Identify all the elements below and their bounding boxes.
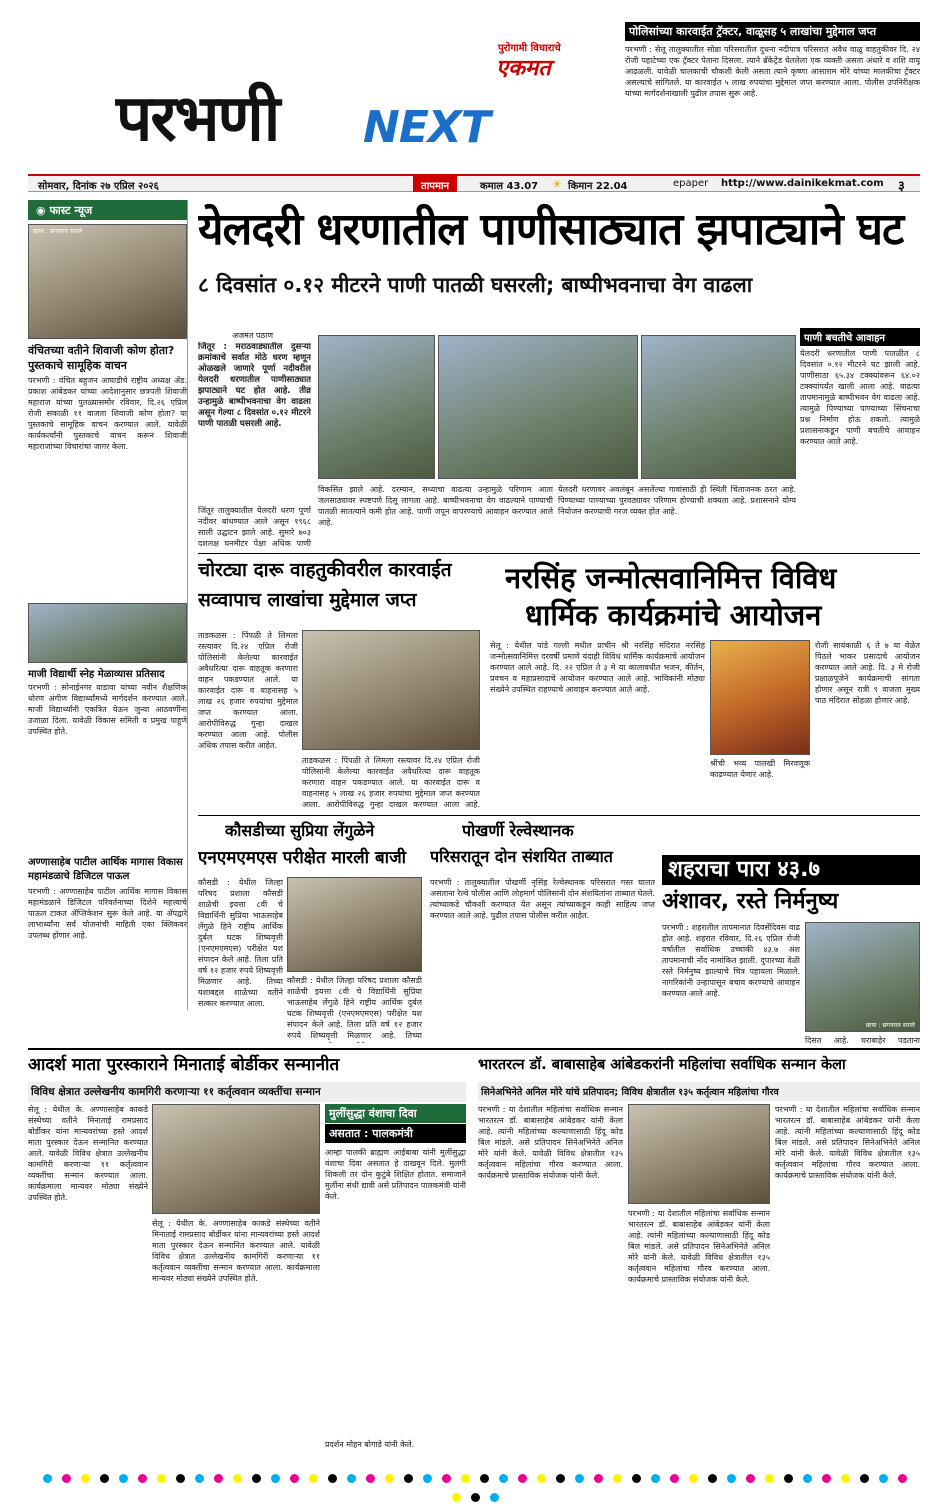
divider — [28, 1048, 920, 1050]
paper-title: परभणी — [116, 82, 279, 156]
brand-tagline: पुरोगामी विचाराचे — [498, 43, 561, 54]
story3-caption: श्रींची भव्य पालखी मिरवणूक काढण्यात येणार आहे. — [710, 759, 810, 779]
story5-headline1: पोखर्णी रेल्वेस्थानक — [462, 821, 574, 840]
story2-photo — [302, 630, 480, 750]
color-registration-bar — [30, 1468, 920, 1506]
temp-label: तापमान — [413, 176, 457, 192]
story7-box-body: आम्हा पालकी ब्राह्मण आईबाबा यांनी मुलींसुद्धा वंशाचा दिवा असतात हे दाखवून दिले. मुलगी शिकली तर दोन कुटुंबे शिक्षित होतात. समाजाने मुलींना संधी द्यावी असे प्रतिपादन पालकमंत्री यांनी केले. — [325, 1148, 466, 1201]
main-headline: येलदरी धरणातील पाणीसाठ्यात झपाट्याने घट — [198, 204, 904, 255]
main-byline: अजमत पठाण — [232, 331, 273, 340]
story4-body-cont: कौसडी : येथील जिल्हा परिषद प्रशाला कौसडी शाळेची इयत्ता ८वी चे विद्यार्थिनी सुप्रिया भाऊसाहेब लेंगुळे हिने राष्ट्रीय आर्थिक दुर्बल घटक शिष्यवृत्ती (एनएमएमएस) परीक्षेत यश संपादन केले आहे. तिला प्रति वर्ष १२ हजार रुपये शिष्यवृत्ती मिळणार आहे. तिच्या — [287, 976, 422, 1040]
story6-body: परभणी : शहरातील तापमानात दिवसेंदिवस वाढ होत आहे. शहरात रविवार, दि.२६ एप्रिल रोजी वर्षातील सर्वाधिक उच्चांकी ४३.७ अंश तापमानाची नोंद नामांकित झाली. दुपारच्या वेळी रस्ते निर्मनुष्य झाल्याचे चित्र पहायला मिळाले. नागरिकांनी उन्हापासून बचाव करण्याचे आवाहन करण्यात आले आहे. — [662, 923, 800, 998]
fast-news-item3-body: परभणी : अण्णासाहेब पाटील आर्थिक मागास विकास महामंडळाने डिजिटल परिवर्तनाच्या दिशेने महत्त्वाचे पाऊल टाकत ॲप्लिकेशन सुरू केले आहे. या ॲपद्वारे लाभार्थ्यांना सर्व योजनांची माहिती एका क्लिकवर उपलब्ध होणार आहे. — [28, 887, 187, 940]
fast-news-label: फास्ट न्यूज — [49, 204, 93, 217]
story2-headline1: चोरट्या दारू वाहतुकीवरील कारवाईत — [198, 559, 452, 581]
story6-headline1 — [662, 855, 920, 885]
main-lead: जिंतूर : मराठवाड्यातील दुसऱ्या क्रमांकाचे सर्वात मोठे धरण म्हणून ओळखले जाणारे पूर्णा नदीवरील येलदरी धरणातील पाणीसाठ्यात झपाट्याने घट होत आहे. तीव्र उन्हामुळे बाष्पीभवनाचा वेग वाढला असून गेल्या ८ दिवसांत ०.१२ मीटरने पाणी पातळी घसरली आहे. — [198, 342, 311, 429]
story6-photo — [805, 922, 920, 1032]
fast-news-item2-body: परभणी : सोनाईनगर वाडावा यांच्या नवीन शैक्षणिक धोरण अंगीण विद्यार्थ्यांमध्ये मार्गदर्शन करण्यात आले. माजी विद्यार्थ्यांनी एकत्रित येऊन जुन्या आठवणींना उजाळा दिला. यावेळी विकास समिती व प्रमुख पाहुणे उपस्थित होते. — [28, 683, 187, 736]
fast-news-header — [28, 200, 187, 220]
top-right-headline: पोलिसांच्या कारवाईत ट्रॅक्टर, वाळूसह ५ लाखांचा मुद्देमाल जप्त — [625, 22, 920, 41]
brand-logo: एकमत — [496, 56, 551, 81]
story7-photo — [152, 1104, 320, 1214]
story7-subhead: विविध क्षेत्रात उल्लेखनीय कामगिरी करणाऱ्या ११ कर्तृत्ववान व्यक्तींचा सन्मान — [28, 1082, 466, 1102]
fast-news-icon: ◉ — [36, 204, 50, 217]
fast-news-item2-title: माजी विद्यार्थी स्नेह मेळाव्यास प्रतिसाद — [28, 669, 165, 680]
story4-photo — [287, 877, 422, 972]
main-photo1 — [318, 335, 435, 479]
story7-box-title2: असतात : पालकमंत्री — [325, 1124, 466, 1143]
story8-headline: भारतरत्न डॉ. बाबासाहेब आंबेडकरांनी महिलांचा सर्वाधिक सन्मान केला — [478, 1057, 846, 1073]
story7-body: सेलू : येथील के. अण्णासाहेब काकडे संस्थेच्या वतीने मिनाताई रामप्रसाद बोर्डीकर यांना मान्यवरांच्या हस्ते आदर्श माता पुरस्कार देऊन सन्मानित करण्यात आले. यावेळी विविध क्षेत्रात उल्लेखनीय कामगिरी करणाऱ्या ११ कर्तृत्ववान व्यक्तींचा सन्मान करण्यात आला. कार्यक्रमाला मान्यवर मोठ्या संख्येने उपस्थित होते. — [28, 1105, 148, 1202]
story6-caption: छाया : छगनराव दमाले — [865, 1022, 915, 1029]
photo-caption: छाया : छगनराव दमाले — [33, 228, 83, 235]
fast-news-item3-title: अण्णासाहेब पाटील आर्थिक मागास विकास महामंडळाचे डिजिटल पाऊल — [28, 857, 183, 882]
story4-body: कौसडी : येथील जिल्हा परिषद प्रशाला कौसडी शाळेची इयत्ता ८वी चे विद्यार्थिनी सुप्रिया भाऊसाहेब लेंगुळे हिने राष्ट्रीय आर्थिक दुर्बल घटक शिष्यवृत्ती (एनएमएमएस) परीक्षेत यश संपादन केले आहे. तिला प्रति वर्ष १२ हजार रुपये शिष्यवृत्ती मिळणार आहे. तिच्या यशाबद्दल शाळेच्या वतीने सत्कार करण्यात आला. — [198, 878, 283, 1008]
story5-headline2: परिसरातून दोन संशयित ताब्यात — [430, 847, 613, 866]
main-body1: जिंतूर तालुक्यातील येलदरी धरण पूर्णा नदीवर बांधण्यात आले असून १९६८ साली उद्घाटन झाले आहे. सुमारे ७०३ दशलक्ष घनमीटर पेक्षा अधिक पाणी — [198, 506, 311, 547]
next-logo: NEXT — [363, 102, 490, 153]
sun-icon: ☀ — [552, 178, 562, 191]
story7-box — [325, 1104, 466, 1459]
top-right-story — [625, 22, 920, 162]
story6-headline2: अंशावर, रस्ते निर्मनुष्य — [662, 889, 839, 914]
url-text[interactable]: http://www.dainikekmat.com — [721, 178, 884, 189]
story5-body: परभणी : तालुक्यातील पोखर्णी नृसिंह रेल्वेस्थानक परिसरात गस्त घालत असताना रेल्वे पोलीस आणि लोहमार्ग पोलिसांनी दोन संशयितांना ताब्यात घेतले. त्यांच्याकडे चौकशी करण्यात येत असून त्यांच्याकडून काही साहित्य जप्त करण्यात आले आहे. पुढील तपास पोलीस करीत आहेत. — [430, 878, 655, 920]
main-sidebar — [800, 328, 920, 550]
story2-body: ताडकळस : पिंपळी ते लिमला रस्त्यावर दि.२४ एप्रिल रोजी पोलिसांनी केलेल्या कारवाईत अवैधरित्या दारू वाहतूक करणारा वाहन पकडण्यात आले. या कारवाईत दारू व वाहनासह ५ लाख २६ हजार रुपयांचा मुद्देमाल जप्त करण्यात आला. आरोपीविरुद्ध गुन्हा दाखल करण्यात आला आहे. पोलीस अधिक तपास करीत आहेत. — [198, 631, 298, 750]
fast-news-photo2 — [28, 603, 187, 663]
story6-headline1-text: शहराचा पारा ४३.७ — [668, 857, 820, 882]
main-photo3 — [641, 335, 796, 479]
page-number: ३ — [898, 179, 905, 194]
story8-photo — [628, 1104, 770, 1204]
sidebar-body: येलदरी धरणातील पाणी पातळीत ८ दिवसांत ०.१२ मीटरने घट झाली आहे. पाणीसाठा ६५.३४ टक्क्यांवरून ६४.०२ टक्क्यांपर्यंत खाली आला आहे. वाढत्या तापमानामुळे बाष्पीभवन वेग वाढला आहे. त्यामुळे पिण्याच्या पाण्याच्या सिंचनाचा प्रश्न निर्माण होऊ शकतो. त्यामुळे प्रशासनाकडून पाणी बचतीचे आवाहन करण्यात आले आहे. — [800, 349, 920, 446]
main-photo2 — [438, 335, 638, 479]
story4-headline2: एनएमएमएस परीक्षेत मारली बाजी — [198, 848, 407, 868]
temp-min: किमान 22.04 — [568, 181, 628, 192]
temp-max: कमाल 43.07 — [480, 181, 539, 192]
divider — [198, 553, 920, 554]
story8-body: परभणी : या देशातील महिलांचा सर्वाधिक सन्मान भारतरत्न डॉ. बाबासाहेब आंबेडकर यांनी केला आहे. त्यांनी महिलांच्या कल्याणासाठी हिंदू कोड बिल मांडले. असे प्रतिपादन सिनेअभिनेते अनिल मोरे यांनी केले. यावेळी विविध क्षेत्रातील १३५ कर्तृत्ववान महिलांचा गौरव करण्यात आला. कार्यक्रमाचे प्रास्ताविक संयोजक यांनी केले. — [478, 1105, 623, 1180]
epaper-label: epaper — [673, 178, 709, 189]
story8-subhead: सिनेअभिनेते अनिल मोरे यांचे प्रतिपादन; विविध क्षेत्रातील १३५ कर्तृत्वान महिलांचा गौरव — [478, 1082, 920, 1101]
story7-headline: आदर्श माता पुरस्काराने मिनाताई बोर्डीकर सन्मानीत — [28, 1055, 340, 1075]
masthead — [28, 30, 618, 170]
top-right-body: परभणी : सेलू तालुक्यातील सोन्ना परिसरातील दुधना नदीपात्र परिसरात अवैध वाळू वाहतुकीवर दि. २४ रोजी पहाटेच्या एक ट्रॅक्टर पेताना दिसला. त्याने ब्रॅकेट्रेड घेतलेला एक व्यक्ती असता अंधारे व शशि वायू आढळली. यावेळी चालकाची चौकशी केली असता त्याने कृष्णा आसाराम मोरे यांच्या मालकीचा ट्रॅक्टर असल्याचे सांगितले. या कारवाईत ५ लाख रुपयांचा मुद्देमाल जप्त करण्यात आला. पोलीस उपनिरीक्षक यांच्या मार्गदर्शनाखाली पुढील तपास सुरू आहे. — [625, 45, 920, 98]
story3-headline1: नरसिंह जन्मोत्सवानिमित्त विविध — [505, 561, 837, 595]
story3-right-body: रोजी सायंकाळी ६ ते ७ या वेळेत पिठले भाकर प्रसादाचे आयोजन करण्यात आले आहे. दि. ३ मे रोजी प्रक्षाळपूजेने कार्यक्रमाची सांगता होणार असून रात्री ९ वाजता मुख्य पाठ मंदिरात सोहळा होणार आहे. — [815, 641, 920, 705]
story3-photo — [710, 640, 810, 755]
date-bar — [28, 174, 920, 192]
story2-headline2: सव्वापाच लाखांचा मुद्देमाल जप्त — [198, 589, 417, 611]
sidebar-title: पाणी बचतीचे आवाहन — [800, 328, 920, 346]
story2-body-cont: ताडकळस : पिंपळी ते लिमला रस्त्यावर दि.२४ एप्रिल रोजी पोलिसांनी केलेल्या कारवाईत अवैधरित्या दारू वाहतूक करणारा वाहन पकडण्यात आले. या कारवाईत दारू व वाहनासह ५ लाख २६ हजार रुपयांचा मुद्देमाल जप्त करण्यात आला. आरोपीविरुद्ध गुन्हा दाखल करण्यात आला आहे. — [302, 756, 480, 809]
fast-news-photo1 — [28, 224, 187, 339]
fast-news-item1-body: परभणी : वंचित बहुजन आघाडीचे राष्ट्रीय अध्यक्ष ॲड. प्रकाश आंबेडकर यांच्या आदेशानुसार छत्रपती शिवाजी महाराज यांच्या पुतळ्यासमोर रविवार, दि.२६ एप्रिल रोजी सकाळी ११ वाजता शिवाजी कोण होता? या पुस्तकाचे सामूहिक वाचन करण्यात आले. यावेळी कार्यकर्त्यांनी पुस्तकाचे वाचन करून शिवाजी महाराजांच्या विचारांचा जागर केला. — [28, 376, 187, 451]
main-body3: येलदरी धरणावर अवलंबून असलेल्या गावांसाठी ही स्थिती चिंताजनक ठरत आहे. पिण्याच्या पाण्याच्या पुरवठ्यावर परिणाम होण्याची शक्यता आहे. प्रशासनाने योग्य नियोजन करण्याची गरज व्यक्त होत आहे. — [558, 485, 796, 516]
story4-headline1: कौसडीच्या सुप्रिया लेंगुळेने — [225, 821, 375, 840]
main-subhead: ८ दिवसांत ०.१२ मीटरने पाणी पातळी घसरली; बाष्पीभवनाचा वेग वाढला — [198, 273, 753, 297]
story3-body: सेलू : येथील पांडे गल्ली मधील प्राचीन श्री नरसिंह मंदिरात नरसिंह जन्मोत्सवानिमित्त दरवर्षी प्रमाणे यंदाही विविध धार्मिक कार्यक्रमांचे आयोजन करण्यात आले आहे. दि. २२ एप्रिल ते ३ मे या कालावधीत भजन, कीर्तन, प्रवचन व महाप्रसादाचे आयोजन करण्यात आले आहे. भाविकांनी मोठ्या संख्येने उपस्थित राहण्याचे आवाहन करण्यात आले आहे. — [490, 641, 705, 694]
fast-news-item1-title: वंचितच्या वतीने शिवाजी कोण होता? पुस्तकाचे सामूहिक वाचन — [28, 344, 175, 372]
story6-right-body: दिसत आहे. घराबाहेर पडताना — [805, 1036, 920, 1045]
story7-body-cont: सेलू : येथील के. अण्णासाहेब काकडे संस्थेच्या वतीने मिनाताई रामप्रसाद बोर्डीकर यांना मान्यवरांच्या हस्ते आदर्श माता पुरस्कार देऊन सन्मानित करण्यात आले. यावेळी विविध क्षेत्रात उल्लेखनीय कामगिरी करणाऱ्या ११ कर्तृत्ववान व्यक्तींचा सन्मान करण्यात आला. कार्यक्रमाला मान्यवर मोठ्या संख्येने उपस्थित होते. — [152, 1219, 320, 1283]
story8-body-cont: परभणी : या देशातील महिलांचा सर्वाधिक सन्मान भारतरत्न डॉ. बाबासाहेब आंबेडकर यांनी केला आहे. त्यांनी महिलांच्या कल्याणासाठी हिंदू कोड बिल मांडले. असे प्रतिपादन सिनेअभिनेते अनिल मोरे यांनी केले. यावेळी विविध क्षेत्रातील १३५ कर्तृत्ववान महिलांचा गौरव करण्यात आला. कार्यक्रमाचे प्रास्ताविक संयोजक यांनी केले. — [628, 1209, 770, 1284]
main-body2: विकसित झाले आहे. दरम्यान, सध्याचा वाढत्या उन्हामुळे परिणाम आता जलसाठ्यावर स्पष्टपणे दिसू लागला आहे. बाष्पीभवनाचा वेग वाढल्याने पाण्याची पातळी सातत्याने कमी होत आहे. पाणी जपून वापरण्याचे आवाहन करण्यात आले आहे. — [318, 485, 553, 527]
story8-body-right: परभणी : या देशातील महिलांचा सर्वाधिक सन्मान भारतरत्न डॉ. बाबासाहेब आंबेडकर यांनी केला आहे. त्यांनी महिलांच्या कल्याणासाठी हिंदू कोड बिल मांडले. असे प्रतिपादन सिनेअभिनेते अनिल मोरे यांनी केले. यावेळी विविध क्षेत्रातील १३५ कर्तृत्ववान महिलांचा गौरव करण्यात आला. कार्यक्रमाचे प्रास्ताविक संयोजक यांनी केले. — [775, 1105, 920, 1180]
date-text: सोमवार, दिनांक २७ एप्रिल २०२६ — [38, 181, 159, 192]
fast-news-column — [28, 200, 188, 1010]
story3-headline2: धार्मिक कार्यक्रमांचे आयोजन — [525, 598, 822, 632]
story7-box-title1: मुलींसुद्धा वंशाचा दिवा — [325, 1104, 466, 1123]
story7-caption: प्रदर्शन मोहन बोगाडे यांनी केले. — [325, 1440, 415, 1449]
divider — [198, 815, 920, 816]
